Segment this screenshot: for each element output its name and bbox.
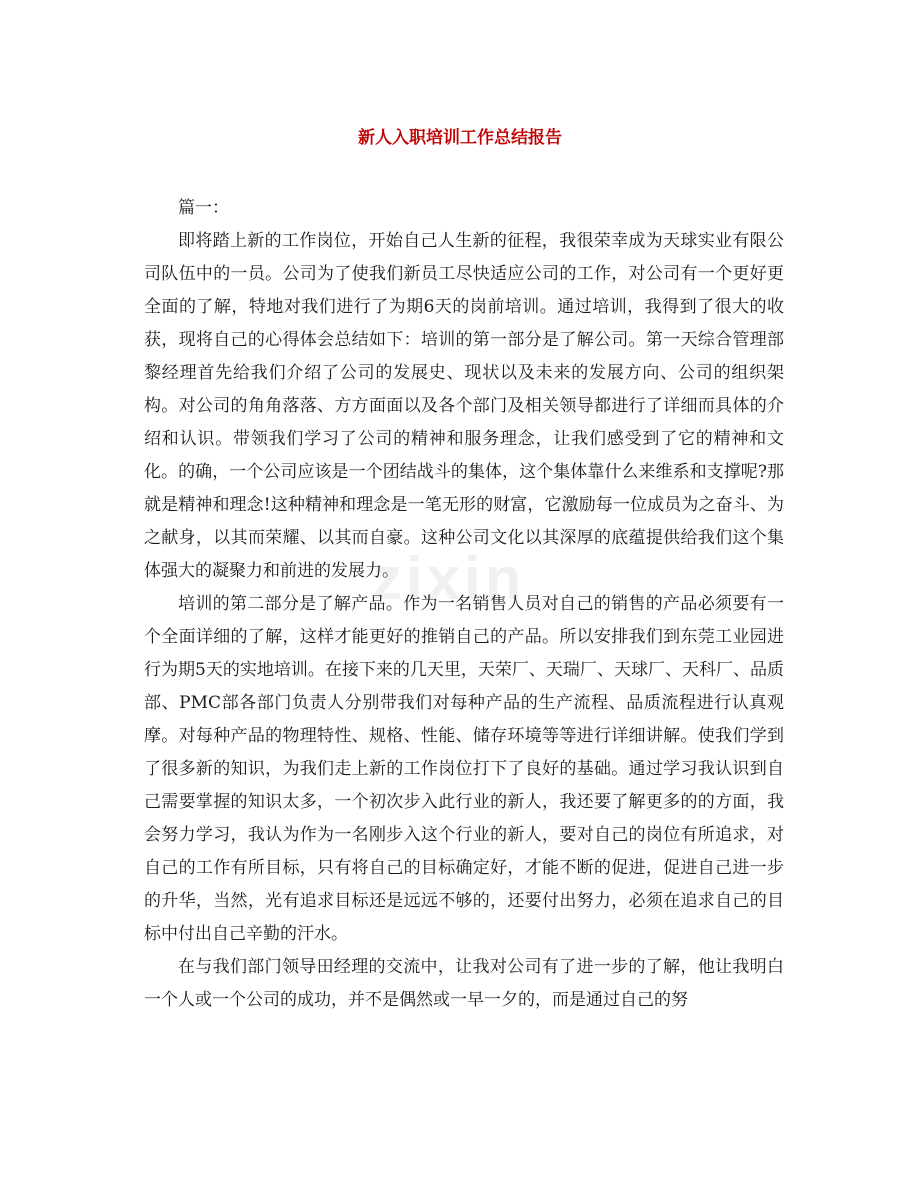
document-title: 新人入职培训工作总结报告 [358,128,562,148]
document-body [144,192,784,1017]
paragraph-3: 在与我们部门领导田经理的交流中，让我对公司有了进一步的了解，他让我明白一个人或一个公司的成功，并不是偶然或一早一夕的，而是通过自己的努 [144,957,784,1010]
section-label: 篇一： [178,198,229,218]
paragraph-2: 培训的第二部分是了解产品。作为一名销售人员对自己的销售的产品必须要有一个全面详细的了解，这样才能更好的推销自己的产品。所以安排我们到东莞工业园进行为期5天的实地培训。在接下来的几天里，天荣厂、天瑞厂、天球厂、天科厂、品质部、PMC部各部门负责人分别带我们对每种产品的生产流程、品质流程进行认真观摩。对每种产品的物理特性、规格、性能、储存环境等等进行详细讲解。使我们学到了很多新的知识，为我们走上新的工作岗位打下了良好的基础。通过学习我认识到自己需要掌握的知识太多，一个初次步入此行业的新人，我还要了解更多的的方面，我会努力学习，我认为作为一名刚步入这个行业的新人，要对自己的岗位有所追求，对自己的工作有所目标，只有将自己的目标确定好，才能不断的促进，促进自己进一步的升华，当然，光有追求目标还是远远不够的，还要付出努力，必须在追求自己的目标中付出自己辛勤的汗水。 [144,594,784,944]
paragraph-1: 即将踏上新的工作岗位，开始自己人生新的征程，我很荣幸成为天球实业有限公司队伍中的一员。公司为了使我们新员工尽快适应公司的工作，对公司有一个更好更全面的了解，特地对我们进行了为期6天的岗前培训。通过培训，我得到了很大的收获，现将自己的心得体会总结如下：培训的第一部分是了解公司。第一天综合管理部黎经理首先给我们介绍了公司的发展史、现状以及未来的发展方向、公司的组织架构。对公司的角角落落、方方面面以及各个部门及相关领导都进行了详细而具体的介绍和认识。带领我们学习了公司的精神和服务理念，让我们感受到了它的精神和文化。的确，一个公司应该是一个团结战斗的集体，这个集体靠什么来维系和支撑呢?那就是精神和理念!这种精神和理念是一笔无形的财富，它激励每一位成员为之奋斗、为之献身，以其而荣耀、以其而自豪。这种公司文化以其深厚的底蕴提供给我们这个集体强大的凝聚力和前进的发展力。 [144,231,784,581]
watermark: zixin [372,545,526,612]
